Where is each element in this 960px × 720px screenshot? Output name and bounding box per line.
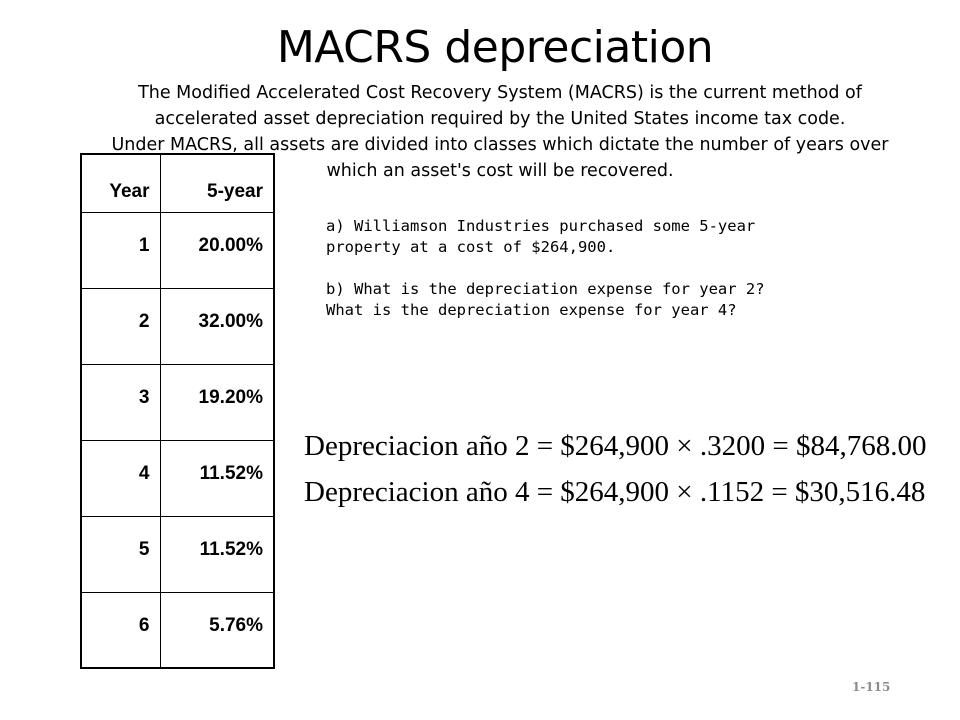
intro-line: Under MACRS, all assets are divided into classes which dictate the number of years over (111, 135, 889, 155)
header-5-year: 5-year (160, 154, 274, 212)
intro-line: accelerated asset depreciation required by the United States income tax code. (154, 109, 846, 129)
equation-year-2: Depreciacion año 2 = $264,900 × .3200 = $84,768.00 (304, 430, 927, 462)
header-year: Year (81, 154, 160, 212)
table-row (81, 516, 274, 592)
rate-cell: 11.52% (160, 516, 274, 592)
rate-cell: 5.76% (160, 592, 274, 668)
intro-line: which an asset's cost will be recovered. (326, 161, 674, 181)
year-cell: 2 (81, 288, 160, 364)
intro-line: The Modified Accelerated Cost Recovery System (MACRS) is the current method of (138, 83, 862, 103)
rate-cell: 20.00% (160, 212, 274, 288)
table-row (81, 288, 274, 364)
table-row (81, 592, 274, 668)
problem-line: a) Williamson Industries purchased some 5-year (326, 217, 756, 235)
year-cell: 1 (81, 212, 160, 288)
table-row (81, 364, 274, 440)
table-header-row (81, 154, 274, 212)
problem-line: property at a cost of $264,900. (326, 238, 616, 256)
equation-year-4: Depreciacion año 4 = $264,900 × .1152 = $30,516.48 (304, 476, 926, 508)
rate-cell: 19.20% (160, 364, 274, 440)
year-cell: 3 (81, 364, 160, 440)
problem-text (326, 216, 886, 342)
year-cell: 4 (81, 440, 160, 516)
slide-number: 1-115 (852, 680, 891, 694)
rate-cell: 32.00% (160, 288, 274, 364)
problem-part-b (326, 279, 886, 321)
year-cell: 5 (81, 516, 160, 592)
problem-line: What is the depreciation expense for year 4? (326, 301, 737, 319)
macrs-rate-table (80, 153, 275, 669)
rate-cell: 11.52% (160, 440, 274, 516)
table-row (81, 212, 274, 288)
problem-line: b) What is the depreciation expense for year 2? (326, 280, 765, 298)
year-cell: 6 (81, 592, 160, 668)
slide-title: MACRS depreciation (276, 22, 714, 73)
table-row (81, 440, 274, 516)
problem-part-a (326, 216, 886, 258)
